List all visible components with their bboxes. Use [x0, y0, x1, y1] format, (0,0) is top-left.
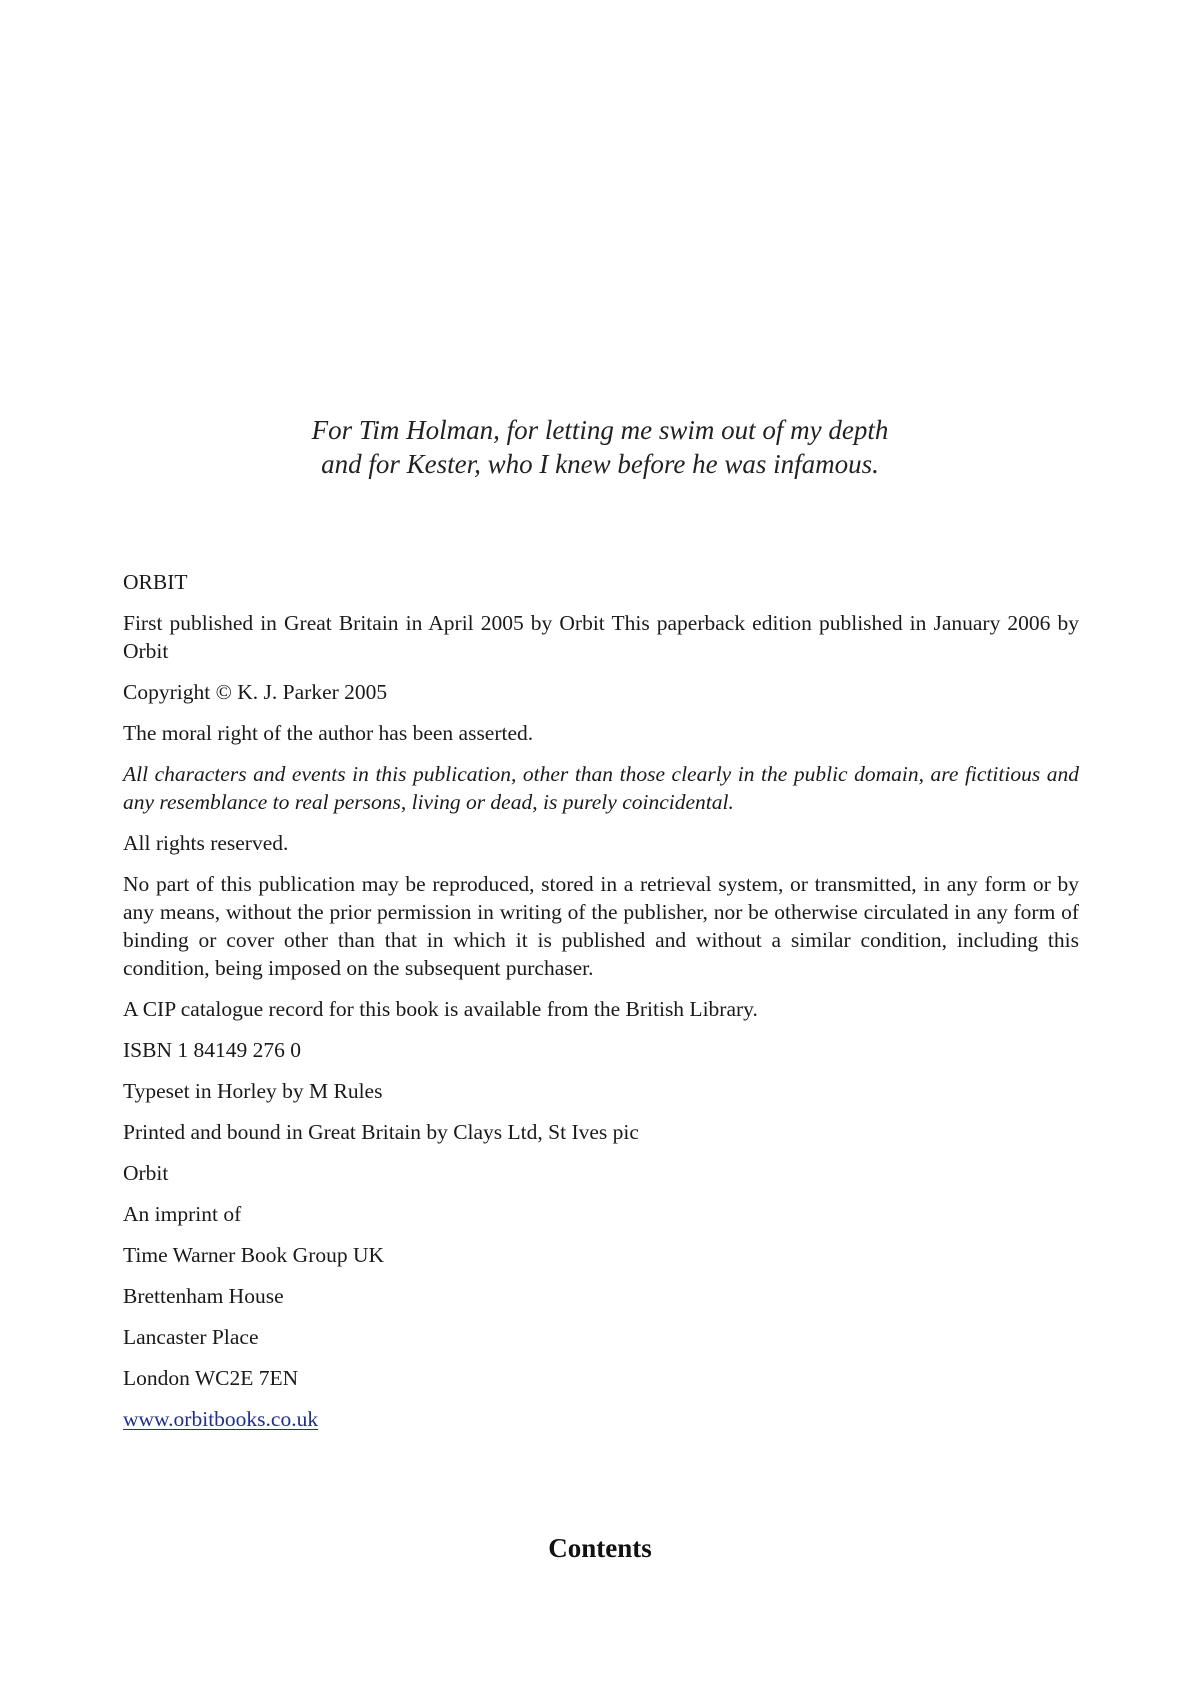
website-link[interactable]: www.orbitbooks.co.uk — [123, 1407, 319, 1431]
contents-heading: Contents — [548, 1533, 652, 1563]
isbn: ISBN 1 84149 276 0 — [123, 1038, 301, 1062]
imprint-of: An imprint of — [123, 1202, 242, 1226]
cip-record: A CIP catalogue record for this book is available from the British Library. — [123, 997, 758, 1021]
publisher-name: Orbit — [123, 1161, 169, 1185]
address-line-2: Lancaster Place — [123, 1325, 259, 1349]
reproduction-notice: No part of this publication may be reproduced, stored in a retrieval system, or transmitted, in any form or by any means, without the prior permission in writing of the publisher, nor be otherwise circulated in any form of binding or cover other than that in which it is published and without a similar condition, including this condition, being imposed on the subsequent purchaser. — [123, 872, 1079, 980]
address-line-1: Brettenham House — [123, 1284, 284, 1308]
moral-right: The moral right of the author has been asserted. — [123, 721, 534, 745]
printer-credit: Printed and bound in Great Britain by Clays Ltd, St Ives pic — [123, 1120, 639, 1144]
rights-reserved: All rights reserved. — [123, 831, 289, 855]
address-line-3: London WC2E 7EN — [123, 1366, 299, 1390]
dedication — [0, 413, 1200, 481]
imprint-header: ORBIT — [123, 570, 188, 594]
first-published: First published in Great Britain in April 2005 by Orbit This paperback edition published in January 2006 by Orbit — [123, 611, 1079, 663]
copyright-section — [123, 568, 1079, 1446]
copyright-line: Copyright © K. J. Parker 2005 — [123, 680, 388, 704]
fiction-disclaimer: All characters and events in this publication, other than those clearly in the public domain, are fictitious and any resemblance to real persons, living or dead, is purely coincidental. — [123, 762, 1079, 814]
dedication-line-1: For Tim Holman, for letting me swim out of my depth — [311, 415, 889, 445]
dedication-line-2: and for Kester, who I knew before he was infamous. — [321, 449, 879, 479]
publisher-group: Time Warner Book Group UK — [123, 1243, 385, 1267]
website-paragraph — [123, 1405, 1079, 1433]
typeset-credit: Typeset in Horley by M Rules — [123, 1079, 383, 1103]
